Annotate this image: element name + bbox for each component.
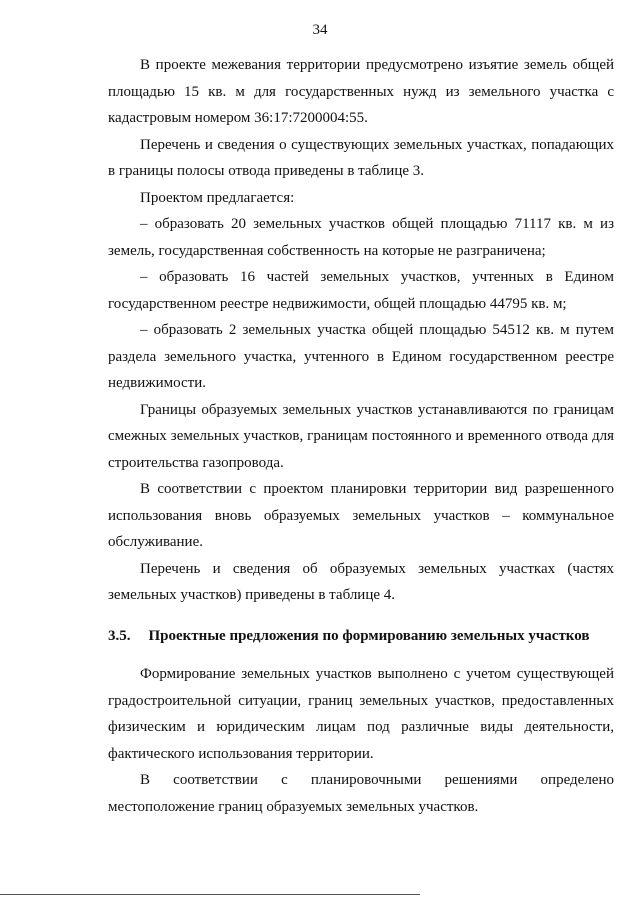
list-item-form-2-plots: – образовать 2 земельных участка общей площадью 54512 кв. м путем раздела земельного участка, учтенного в Едином государственном реестре недвижимости. [108, 322, 614, 391]
paragraph-permitted-use: В соответствии с проектом планировки территории вид разрешенного использования вновь образуемых земельных участков – коммунальное обслуживание. [108, 481, 614, 550]
paragraph-formation-basis: Формирование земельных участков выполнено с учетом существующей градостроительной ситуации, границ земельных участков, предоставленных физическим и юридическим лицам под различные виды деятельности, фактического использования территории. [108, 666, 614, 762]
section-title: Проектные предложения по формированию земельных участков [148, 627, 590, 644]
list-item-form-20-plots: – образовать 20 земельных участков общей площадью 71117 кв. м из земель, государственная собственность на которые не разграничена; [108, 216, 614, 259]
paragraph-boundaries: Границы образуемых земельных участков устанавливаются по границам смежных земельных участков, границам постоянного и временного отвода для строительства газопровода. [108, 401, 614, 471]
paragraph-existing-plots-reference: Перечень и сведения о существующих земельных участках, попадающих в границы полосы отвода приведены в таблице 3. [108, 136, 614, 179]
paragraph-withdrawal: В проекте межевания территории предусмотрено изъятие земель общей площадью 15 кв. м для государственных нужд из земельного участка с кадастровым номером 36:17:7200004:55. [108, 57, 614, 126]
section-heading [108, 623, 614, 650]
footer-rule [0, 894, 420, 895]
paragraph-proposal-intro: Проектом предлагается: [140, 189, 295, 206]
list-item-form-16-parts: – образовать 16 частей земельных участков, учтенных в Едином государственном реестре недвижимости, общей площадью 44795 кв. м; [108, 269, 614, 312]
section-number: 3.5. [108, 627, 131, 644]
paragraph-formed-plots-reference: Перечень и сведения об образуемых земельных участках (частях земельных участков) приведены в таблице 4. [108, 560, 614, 603]
paragraph-location-determined: В соответствии с планировочными решениями определено местоположение границ образуемых земельных участков. [108, 772, 614, 815]
document-body [108, 52, 614, 820]
page-number: 34 [312, 22, 328, 38]
